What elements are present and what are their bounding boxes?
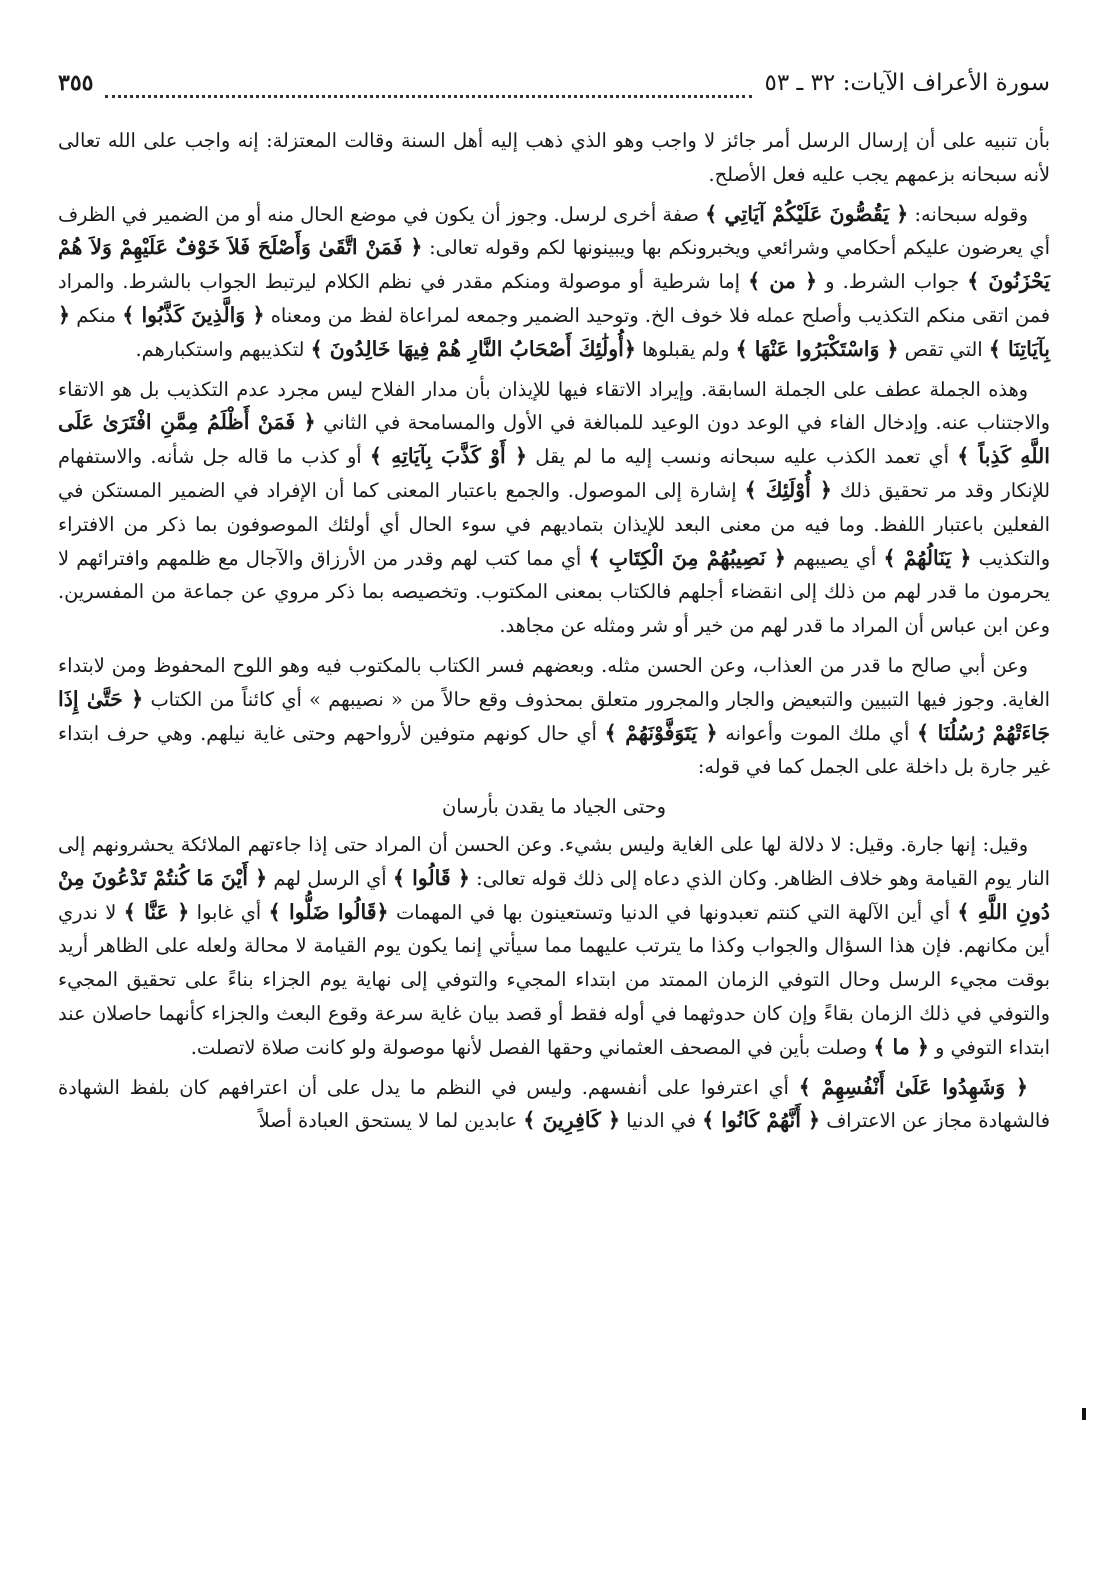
commentary-text: بأن تنبيه على أن إرسال الرسل أمر جائز لا واجب وهو الذي ذهب إليه أهل السنة وقالت المعتزلة: إنه واجب على الله تعالى لأنه سبحانه بزعمهم يجب عليه فعل الأصلح. xyxy=(58,129,1050,186)
quran-quote: ﴿ عَنَّا ﴾ xyxy=(123,899,190,924)
quran-quote: ﴿ فَمَنْ اتَّقَىٰ وَأَصْلَحَ فَلاَ خَوْفٌ عَلَيْهِمْ وَلاَ هُمْ يَحْزَنُونَ ﴾ xyxy=(58,235,1051,294)
quran-quote: ﴿ بِآيَاتِنَا ﴾ xyxy=(58,302,1050,361)
quran-quote: ﴿ نَصِيبُهُمْ مِنَ الْكِتَابِ ﴾ xyxy=(588,545,786,570)
book-page xyxy=(58,70,1050,1550)
quran-quote: ﴿ من ﴾ xyxy=(748,269,818,294)
commentary-text: لا ندري أين مكانهم. فإن هذا السؤال والجواب وكذا ما يترتب عليهما مما سيأتي إنما يكون يوم القيامة لا محالة ولعله على الظاهر أريد بوقت مجيء الرسل وحال التوفي الزمان الممتد من ابتداء المجيء والتوفي إلى نهاية يوم الجزاء بناءً على تحقيق المجيء والتوفي في ذلك الزمان بقاءً وإن كان حدوثهما في أوله فقط أو قصد بيان غاية سرعة وقوع البعث والجزاء كأنهما حاصلان عند ابتداء التوفي و xyxy=(58,900,1050,1059)
page-number: ٣٥٥ xyxy=(58,70,94,96)
quran-quote: ﴿ قَالُوا ﴾ xyxy=(392,865,470,890)
quran-quote: ﴿ كَافِرِينَ ﴾ xyxy=(523,1108,621,1133)
quran-quote: ﴿قَالُوا ضَلُّوا ﴾ xyxy=(268,899,389,924)
commentary-text: أي اعترفوا على أنفسهم. وليس في النظم ما يدل على أن اعترافهم كان بلفظ الشهادة فالشهادة مجاز عن الاعتراف xyxy=(58,1075,1050,1133)
running-header xyxy=(58,70,1050,114)
quran-quote: ﴿ وَشَهِدُوا عَلَىٰ أَنْفُسِهِمْ ﴾ xyxy=(798,1074,1029,1099)
commentary-text: التي تقص xyxy=(898,337,989,361)
paragraph xyxy=(58,373,1050,643)
quran-quote: ﴿ أَوْ كَذَّبَ بِآيَاتِهِ ﴾ xyxy=(369,444,528,469)
commentary-text: في الدنيا xyxy=(620,1109,703,1133)
quran-quote: ﴿ ما ﴾ xyxy=(873,1034,929,1059)
commentary-text: أي غابوا xyxy=(189,900,269,924)
commentary-text: عابدين لما لا يستحق العبادة أصلاً xyxy=(258,1109,524,1133)
commentary-text: وعن أبي صالح ما قدر من العذاب، وعن الحسن مثله. وبعضهم فسر الكتاب بالمكتوب فيه وهو اللوح المحفوظ ومن لابتداء الغاية. وجوز فيها التبيين والتبعيض والجار والمجرور متعلق بمحذوف وقع حالاً من « نصيبهم » أي كائناً من الكتاب xyxy=(58,653,1050,711)
commentary-text: أو كذب ما قاله جل شأنه. والاستفهام للإنكار وقد مر تحقيق ذلك xyxy=(58,445,1051,502)
quran-quote: ﴿ حَتَّىٰ إِذَا جَاءَتْهُمْ رُسُلُنَا ﴾ xyxy=(58,686,1050,745)
quran-quote: ﴿ فَمَنْ أَظْلَمُ مِمَّنِ افْتَرَىٰ عَلَى اللَّهِ كَذِباً ﴾ xyxy=(58,410,1050,469)
quran-quote: ﴿ يَنَالُهُمْ ﴾ xyxy=(883,545,972,570)
tafsir-body xyxy=(58,124,1050,1138)
commentary-text: وقيل: إنها جارة. وقيل: لا دلالة لها على الغاية وليس بشيء. وعن الحسن أن المراد حتى إذا جاءتهم الملائكة يحشرونهم إلى النار يوم القيامة وهو خلاف الظاهر. وكان الذي دعاه إلى ذلك قوله تعالى: xyxy=(58,832,1051,890)
commentary-text: أي الرسل لهم xyxy=(267,866,393,890)
commentary-text: أي أين الآلهة التي كنتم تعبدونها في الدنيا وتستعينون بها في المهمات xyxy=(388,900,958,924)
commentary-text: منكم xyxy=(70,303,123,327)
commentary-text: أي يصيبهم xyxy=(785,546,884,570)
commentary-text: جواب الشرط. و xyxy=(817,270,968,294)
commentary-text: إما شرطية أو موصولة ومنكم مقدر في نظم الكلام ليرتبط الجواب بالشرط. والمراد فمن اتقى منكم التكذيب وأصلح عمله فلا خوف الخ. وتوحيد الضمير وجمعه لمراعاة لفظ من ومعناه xyxy=(58,270,1050,327)
commentary-text: لتكذيبهم واستكبارهم. xyxy=(135,337,311,361)
commentary-text: صفة أخرى لرسل. وجوز أن يكون في موضع الحال منه أو من الضمير في الظرف أي يعرضون عليكم أحكامي وشرائعي ويخبرونكم بها ويبينونها لكم وقوله تعالى: xyxy=(58,202,1050,260)
quran-quote: ﴿ وَالَّذِينَ كَذَّبُوا ﴾ xyxy=(122,302,265,327)
quran-quote: ﴿ أَنَّهُمْ كَانُوا ﴾ xyxy=(702,1108,821,1133)
paragraph xyxy=(58,1071,1050,1139)
quran-quote: ﴿ أُوْلَئِكَ ﴾ xyxy=(744,477,832,502)
paragraph xyxy=(58,649,1050,784)
paragraph xyxy=(58,828,1050,1065)
paragraph-group-after-verse xyxy=(58,828,1050,1138)
commentary-text: أي تعمد الكذب عليه سبحانه ونسب إليه ما لم يقل xyxy=(527,445,958,469)
paragraph-group-before-verse xyxy=(58,124,1050,784)
commentary-text: أي حال كونهم متوفين لأرواحهم وحتى غاية نيلهم. وهي حرف ابتداء غير جارة بل داخلة على الجمل كما في قوله: xyxy=(58,721,1050,779)
commentary-text: أي مما كتب لهم وقدر من الأرزاق والآجال مع ظلمهم وافترائهم لا يحرمون ما قدر لهم من ذلك إلى انقضاء أجلهم فالكتاب بمعنى المكتوب. وتخصيصه بما ذكر مروي عن جماعة من المفسرين. وعن ابن عباس أن المراد ما قدر لهم من خير أو شر ومثله عن مجاهد. xyxy=(58,546,1050,638)
commentary-text: وهذه الجملة عطف على الجملة السابقة. وإيراد الاتقاء فيها للإيذان بأن مدار الفلاح ليس مجرد عدم التكذيب بل هو الاتقاء والاجتناب عنه. وإدخال الفاء في الوعد دون الوعيد للمبالغة في الأول والمسامحة في الثاني xyxy=(58,377,1050,435)
commentary-text: وقوله سبحانه: xyxy=(908,202,1028,226)
commentary-text: أي ملك الموت وأعوانه xyxy=(717,721,917,745)
paragraph xyxy=(58,198,1050,367)
leader-dots xyxy=(105,95,752,98)
quran-quote: ﴿ أَيْنَ مَا كُنتُمْ تَدْعُونَ مِنْ دُونِ اللَّهِ ﴾ xyxy=(58,865,1051,924)
surah-title: سورة الأعراف الآيات: ٣٢ ـ ٥٣ xyxy=(764,70,1050,96)
commentary-text: ولم يقبلوها xyxy=(635,337,736,361)
quran-quote: ﴿أُولَٰئِكَ أَصْحَابُ النَّارِ هُمْ فِيهَا خَالِدُونَ ﴾ xyxy=(310,336,636,361)
scan-edge-mark xyxy=(1082,1408,1086,1420)
poetry-verse-line: وحتى الجياد ما يقدن بأرسان xyxy=(442,795,666,819)
paragraph xyxy=(58,124,1050,192)
commentary-text: وصلت بأين في المصحف العثماني وحقها الفصل لأنها موصولة ولو كانت صلاة لاتصلت. xyxy=(190,1035,874,1059)
commentary-text: إشارة إلى الموصول. والجمع باعتبار المعنى كما أن الإفراد في الضمير المستكن في الفعلين باعتبار اللفظ. وما فيه من معنى البعد للإيذان بتماديهم في سوء الحال أي أولئك الموصوفون بما ذكر من الافتراء والتكذيب xyxy=(58,478,1051,570)
quran-quote: ﴿ يَقُصُّونَ عَلَيْكُمْ آيَاتِي ﴾ xyxy=(705,201,909,226)
quran-quote: ﴿ وَاسْتَكْبَرُوا عَنْهَا ﴾ xyxy=(735,336,899,361)
quran-quote: ﴿ يَتَوَفَّوْنَهُمْ ﴾ xyxy=(604,720,718,745)
